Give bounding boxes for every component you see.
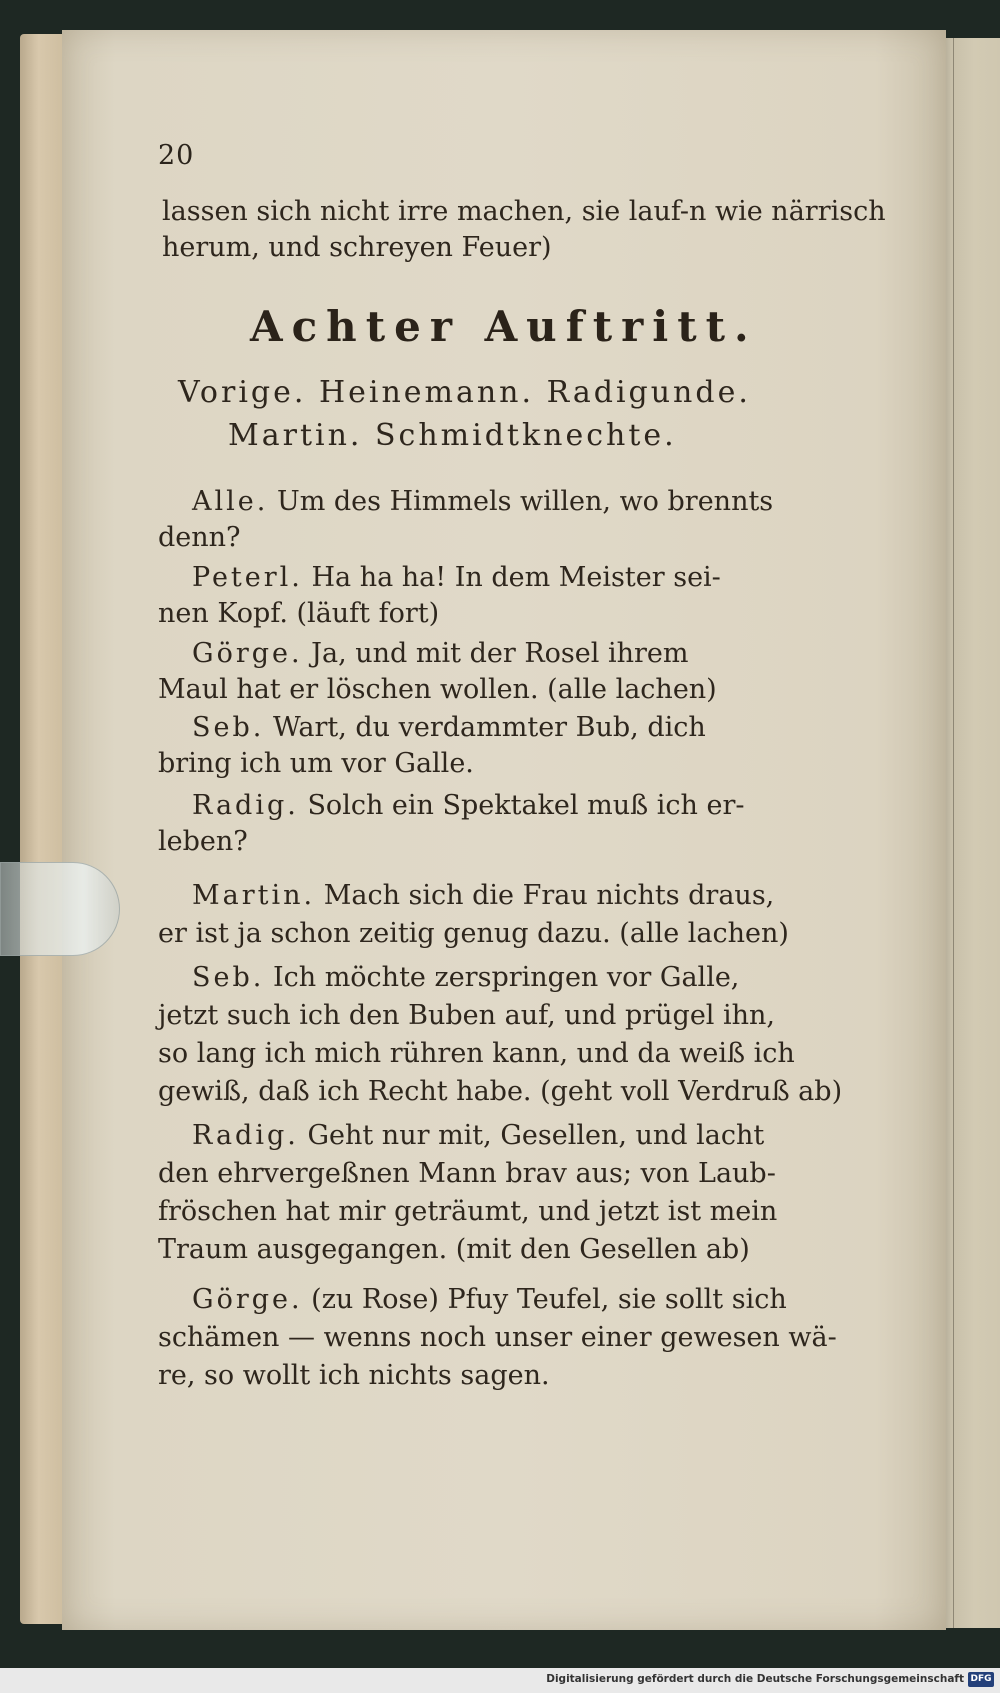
dialogue-text: (zu Rose) Pfuy Teufel, sie sollt sich <box>311 1284 787 1315</box>
dialogue-line: denn? <box>158 522 241 553</box>
dialogue-line: leben? <box>158 826 248 857</box>
speaker-name: Martin. <box>192 880 316 911</box>
cast-line: Vorige. Heinemann. Radigunde. <box>178 375 751 410</box>
dialogue-line <box>192 1284 787 1316</box>
dialogue-line: fröschen hat mir geträumt, und jetzt ist mein <box>158 1196 778 1227</box>
dialogue-text: Mach sich die Frau nichts draus, <box>323 880 775 911</box>
dialogue-line: den ehrvergeßnen Mann brav aus; von Laub- <box>158 1158 776 1189</box>
intro-line: lassen sich nicht irre machen, sie lauf-n wie närrisch <box>162 196 886 227</box>
dialogue-text: Ich möchte zerspringen vor Galle, <box>272 962 740 993</box>
speaker-name: Seb. <box>192 712 265 743</box>
dialogue-line <box>192 962 739 994</box>
speaker-name: Görge. <box>192 638 303 669</box>
cast-line: Martin. Schmidtknechte. <box>228 418 677 453</box>
speaker-name: Görge. <box>192 1284 303 1315</box>
speaker-name: Peterl. <box>192 562 303 593</box>
dialogue-line: nen Kopf. (läuft fort) <box>158 598 440 629</box>
dialogue-line: so lang ich mich rühren kann, und da weiß ich <box>158 1038 795 1069</box>
dialogue-line: gewiß, daß ich Recht habe. (geht voll Verdruß ab) <box>158 1076 843 1107</box>
dialogue-line <box>192 638 688 670</box>
book-spine-edge <box>20 34 66 1624</box>
intro-line: herum, und schreyen Feuer) <box>162 232 552 263</box>
dialogue-line <box>192 562 721 594</box>
speaker-name: Radig. <box>192 790 299 821</box>
scene-heading: Achter Auftritt. <box>250 302 758 351</box>
page-clip <box>0 862 120 956</box>
dialogue-line: Traum ausgegangen. (mit den Gesellen ab) <box>158 1234 750 1265</box>
speaker-name: Alle. <box>192 486 269 517</box>
speaker-name: Radig. <box>192 1120 299 1151</box>
dialogue-line: Maul hat er löschen wollen. (alle lachen) <box>158 674 717 705</box>
dialogue-line <box>192 712 706 744</box>
dialogue-line: re, so wollt ich nichts sagen. <box>158 1360 550 1391</box>
dialogue-text: Solch ein Spektakel muß ich er- <box>307 790 745 821</box>
dialogue-line: er ist ja schon zeitig genug dazu. (alle lachen) <box>158 918 789 949</box>
dialogue-line: bring ich um vor Galle. <box>158 748 474 779</box>
dialogue-text: Ja, und mit der Rosel ihrem <box>311 638 689 669</box>
dialogue-text: Wart, du verdammter Bub, dich <box>272 712 706 743</box>
dialogue-text: Um des Himmels willen, wo brennts <box>276 486 774 517</box>
dialogue-line: schämen — wenns noch unser einer gewesen wä- <box>158 1322 837 1353</box>
dialogue-line <box>192 486 773 518</box>
footer-credit: Digitalisierung gefördert durch die Deutsche Forschungsgemeinschaft <box>546 1673 964 1685</box>
speaker-name: Seb. <box>192 962 265 993</box>
dfg-logo-icon: DFG <box>968 1672 994 1687</box>
dialogue-line <box>192 880 774 912</box>
dialogue-line <box>192 790 744 822</box>
page-number: 20 <box>158 140 195 171</box>
dialogue-text: Ha ha ha! In dem Meister sei- <box>311 562 721 593</box>
dialogue-line <box>192 1120 764 1152</box>
dialogue-text: Geht nur mit, Gesellen, und lacht <box>307 1120 765 1151</box>
dialogue-line: jetzt such ich den Buben auf, und prügel ihn, <box>158 1000 776 1031</box>
